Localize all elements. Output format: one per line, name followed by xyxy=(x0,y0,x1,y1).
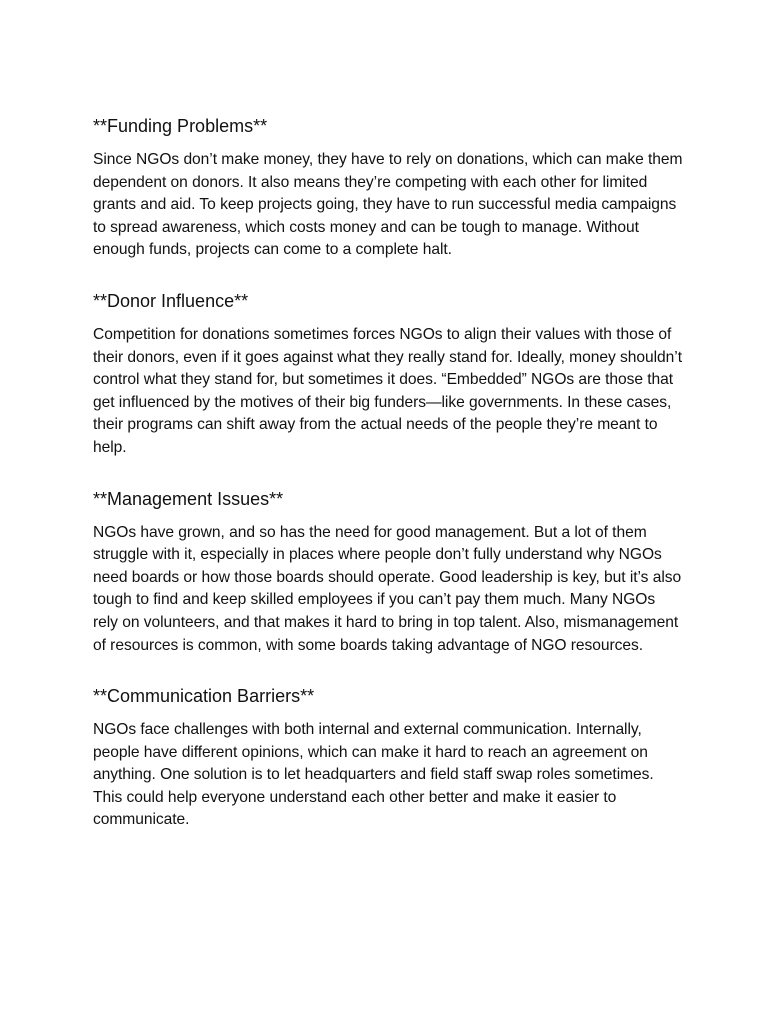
section-communication-barriers xyxy=(93,683,683,832)
section-heading: **Communication Barriers** xyxy=(93,686,315,707)
document-page xyxy=(93,113,683,858)
section-heading: **Management Issues** xyxy=(93,488,284,509)
section-paragraph: Since NGOs don’t make money, they have to rely on donations, which can make them dependent on donors. It also means they’re competing with each other for limited grants and aid. To keep projects going, they have to run successful media campaigns to spread awareness, which costs money and can be tough to manage. Without enough funds, projects can come to a complete halt. xyxy=(93,151,683,259)
section-management-issues xyxy=(93,486,683,658)
section-funding-problems xyxy=(93,113,683,262)
section-paragraph: NGOs face challenges with both internal and external communication. Internally, people have different opinions, which can make it hard to reach an agreement on anything. One solution is to let headquarters and field staff swap roles sometimes. This could help everyone understand each other better and make it easier to communicate. xyxy=(93,721,654,829)
section-heading: **Funding Problems** xyxy=(93,116,268,136)
section-donor-influence xyxy=(93,288,683,460)
section-heading: **Donor Influence** xyxy=(93,290,249,311)
section-paragraph: Competition for donations sometimes forces NGOs to align their values with those of their donors, even if it goes against what they really stand for. Ideally, money shouldn’t control what they stand for, but sometimes it does. “Embedded” NGOs are those that get influenced by the motives of their big funders—like governments. In these cases, their programs can shift away from the actual needs of the people they’re meant to help. xyxy=(93,325,682,456)
section-paragraph: NGOs have grown, and so has the need for good management. But a lot of them struggle with it, especially in places where people don’t fully understand why NGOs need boards or how those boards should operate. Good leadership is key, but it’s also tough to find and keep skilled employees if you can’t pay them much. Many NGOs rely on volunteers, and that makes it hard to bring in top talent. Also, mismanagement of resources is common, with some boards taking advantage of NGO resources. xyxy=(93,523,682,654)
